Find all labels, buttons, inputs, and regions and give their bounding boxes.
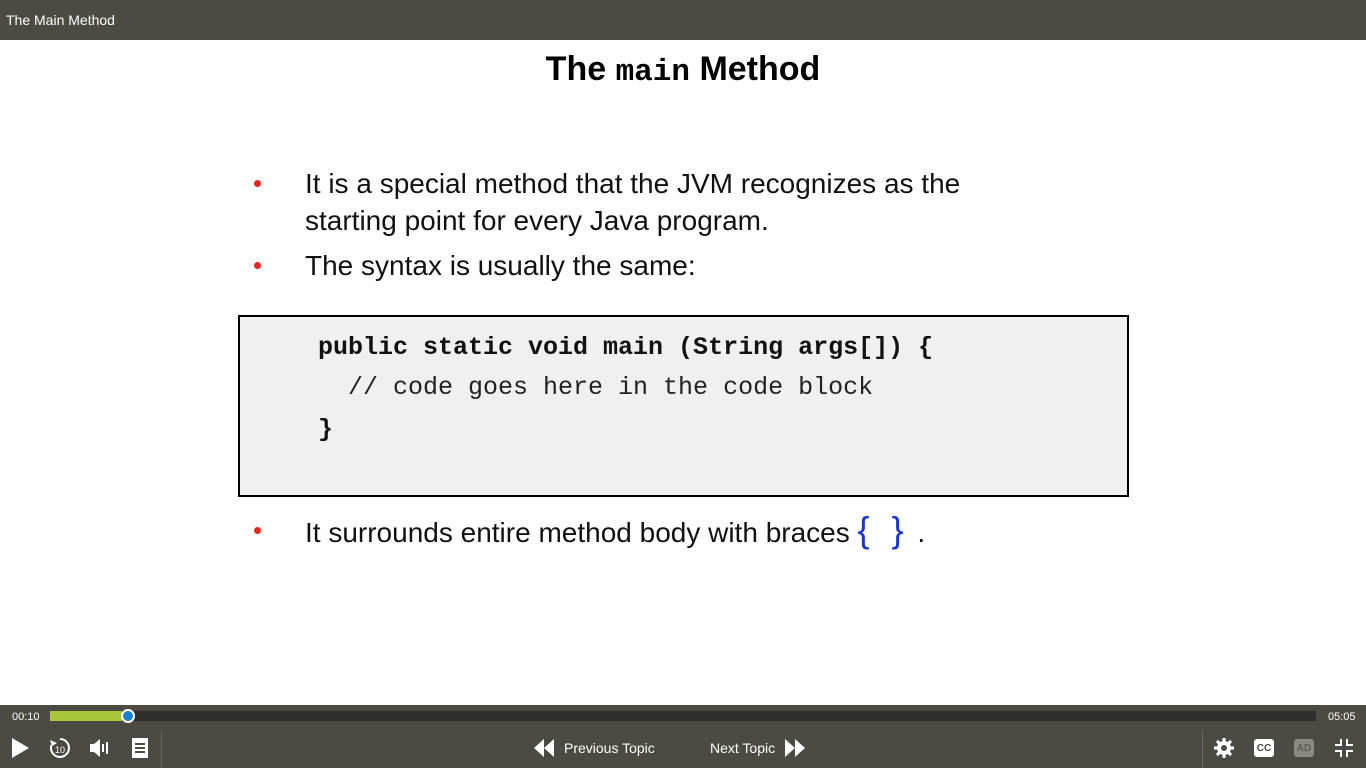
divider (1202, 731, 1203, 768)
volume-button[interactable] (88, 735, 112, 761)
rewind-10-icon (48, 736, 72, 760)
settings-icon (1213, 737, 1235, 759)
closed-captions-icon: CC (1254, 739, 1274, 757)
bullet-1 (305, 165, 960, 239)
transcript-icon (130, 737, 150, 759)
code-line-2: // code goes here in the code block (318, 373, 874, 402)
closed-captions-button[interactable] (1254, 735, 1274, 761)
transcript-button[interactable] (129, 735, 151, 761)
next-topic-button[interactable] (710, 735, 810, 761)
bullet-dot (254, 262, 261, 269)
code-line-1: public static void main (String args[]) { (318, 333, 934, 362)
svg-text:10: 10 (54, 745, 66, 755)
title-bar (0, 0, 1366, 40)
divider (161, 731, 162, 768)
slide-title-code: main (615, 55, 690, 90)
exit-fullscreen-button[interactable] (1333, 735, 1355, 761)
player-controls (0, 705, 1366, 768)
next-icon (783, 737, 807, 759)
progress-bar[interactable] (50, 711, 1316, 721)
play-button[interactable] (8, 735, 32, 761)
slide-title-post: Method (699, 50, 821, 88)
previous-topic-button[interactable] (532, 735, 667, 761)
bullet-1-line-1: It is a special method that the JVM recognizes as the (305, 168, 961, 199)
volume-icon (88, 737, 112, 759)
slide-title (0, 50, 1366, 90)
rewind-10-button[interactable] (47, 735, 73, 761)
next-topic-label: Next Topic (710, 740, 776, 756)
bullet-dot (254, 527, 261, 534)
total-time: 05:05 (1328, 711, 1356, 723)
bullet-3 (305, 511, 925, 551)
bullet-dot (254, 180, 261, 187)
progress-knob[interactable] (121, 709, 135, 723)
exit-fullscreen-icon (1333, 737, 1355, 759)
bullet-1-line-2: starting point for every Java program. (305, 205, 769, 236)
bullet-3-tail: . (917, 517, 926, 548)
braces-symbol: { } (857, 509, 910, 550)
previous-icon (532, 737, 556, 759)
play-icon (9, 736, 31, 760)
audio-description-icon: AD (1294, 739, 1314, 757)
slide-title-pre: The (545, 50, 607, 88)
audio-description-button[interactable] (1294, 735, 1314, 761)
previous-topic-label: Previous Topic (564, 740, 655, 756)
code-block (238, 315, 1129, 497)
window-title: The Main Method (6, 12, 115, 28)
progress-fill (50, 711, 122, 721)
code-line-3: } (318, 415, 334, 444)
bullet-2 (305, 247, 696, 284)
current-time: 00:10 (12, 711, 40, 723)
settings-button[interactable] (1213, 735, 1235, 761)
bullet-3-text: It surrounds entire method body with braces (305, 517, 850, 548)
slide-content (0, 40, 1366, 705)
bullet-2-line-1: The syntax is usually the same: (305, 250, 696, 281)
